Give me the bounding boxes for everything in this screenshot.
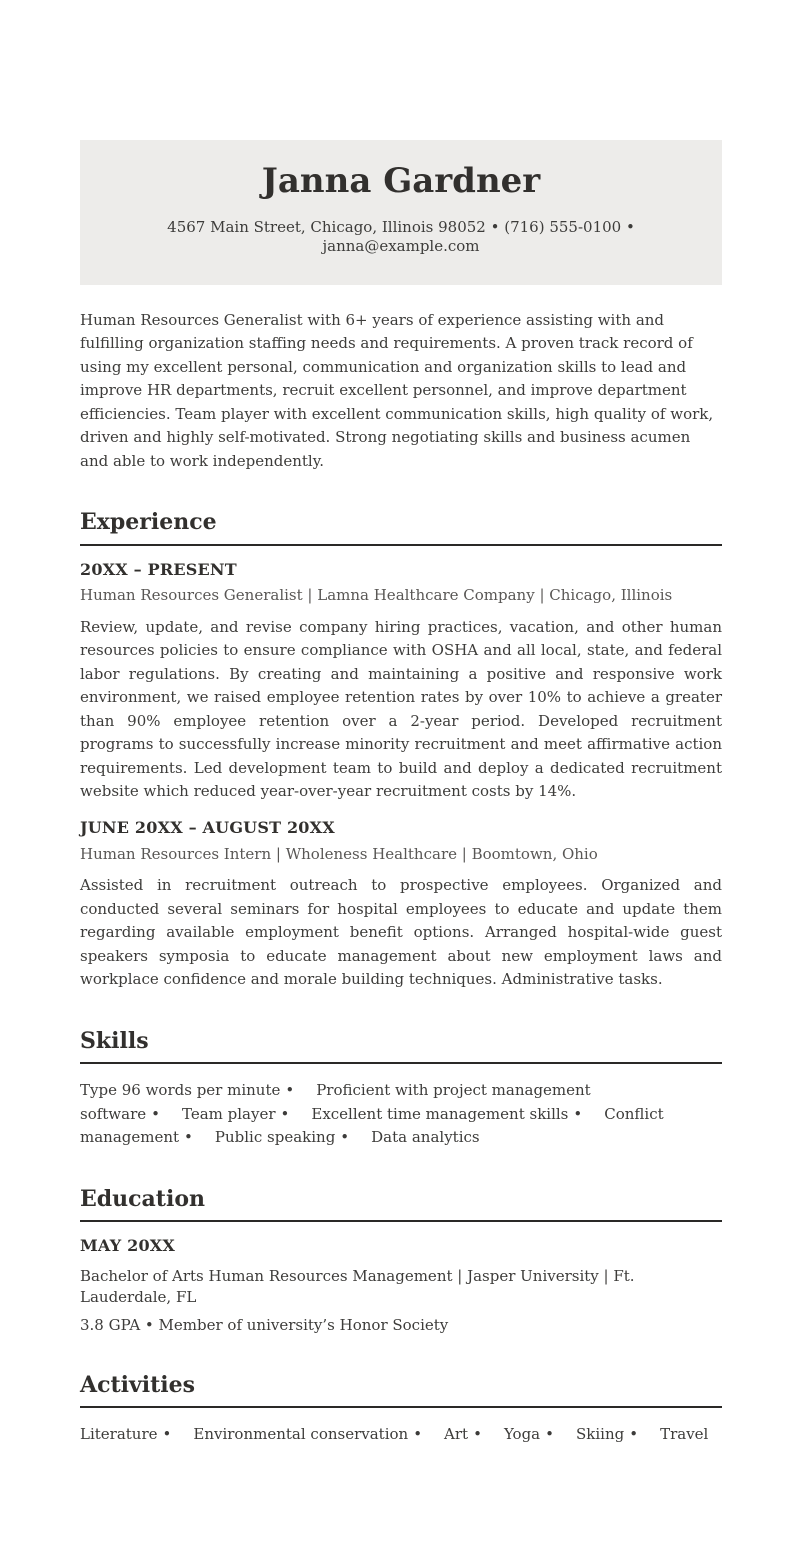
bullet-separator: • — [545, 1425, 554, 1444]
experience-entry — [80, 560, 722, 804]
experience-entries — [80, 560, 722, 992]
activities-section-title: Activities — [80, 1372, 722, 1409]
contact-line: 4567 Main Street, Chicago, Illinois 98052 • (716) 555-0100 • janna@example.com — [167, 217, 635, 255]
bullet-separator: • — [184, 1128, 193, 1147]
section-skills — [80, 1028, 722, 1150]
bullet-separator: • — [285, 1081, 295, 1100]
list-item: Art — [444, 1425, 469, 1444]
bullet-separator: • — [151, 1104, 160, 1123]
list-item: Data analytics — [371, 1128, 480, 1147]
entry-role-line: Human Resources Intern | Wholeness Healthcare | Boomtown, Ohio — [80, 844, 598, 863]
education-details: 3.8 GPA • Member of university’s Honor Society — [80, 1315, 449, 1334]
bullet-separator: • — [473, 1425, 482, 1444]
entry-description: Review, update, and revise company hiring practices, vacation, and other human resources policies to ensure compliance with OSHA and all local, state, and federal labor regulations. By creating and maintaining a positive and responsive work environment, we raised employee retention rates by over 10% to achieve a greater than 90% employee retention over a 2-year period. Developed recruitment programs to successfully increase minority recruitment and meet affirmative action requirements. Led development team to build and deploy a dedicated recruitment website which reduced year-over-year recruitment costs by 14%. — [80, 617, 722, 801]
activities-list — [80, 1423, 722, 1447]
list-item: Proficient with project management software — [80, 1081, 591, 1123]
list-item: Type 96 words per minute — [80, 1081, 281, 1100]
list-item: Team player — [182, 1104, 276, 1123]
list-item: Yoga — [503, 1425, 541, 1444]
list-item: Conflict management — [80, 1104, 664, 1147]
section-activities — [80, 1372, 722, 1447]
list-item: Excellent time management skills — [311, 1104, 569, 1123]
resume-header — [80, 140, 722, 285]
list-item: Literature — [80, 1425, 158, 1444]
bullet-separator: • — [629, 1425, 639, 1444]
skills-section-title: Skills — [80, 1028, 722, 1065]
section-education — [80, 1186, 722, 1336]
list-item: Public speaking — [214, 1128, 336, 1147]
section-experience — [80, 509, 722, 992]
list-item: Travel — [660, 1425, 709, 1444]
education-date: MAY 20XX — [80, 1236, 176, 1256]
bullet-separator: • — [340, 1128, 350, 1147]
list-item: Skiing — [575, 1425, 625, 1444]
list-item: Environmental conservation — [193, 1425, 409, 1444]
education-section-title: Education — [80, 1186, 722, 1223]
entry-role-line: Human Resources Generalist | Lamna Healthcare Company | Chicago, Illinois — [80, 586, 673, 605]
entry-dates: JUNE 20XX – AUGUST 20XX — [80, 817, 335, 837]
entry-dates: 20XX – PRESENT — [80, 559, 237, 579]
bullet-separator: • — [162, 1425, 172, 1444]
summary-paragraph: Human Resources Generalist with 6+ years of experience assisting with and fulfilling organization staffing needs and requirements. A proven track record of using my excellent personal, communication and organization skills to lead and improve HR departments, recruit excellent personnel, and improve department efficiencies. Team player with excellent communication skills, high quality of work, driven and highly self-motivated. Strong negotiating skills and business acumen and able to work independently. — [80, 310, 714, 470]
candidate-name: Janna Gardner — [261, 161, 541, 201]
education-degree-line: Bachelor of Arts Human Resources Management | Jasper University | Ft. Lauderdale, FL — [80, 1266, 635, 1306]
bullet-separator: • — [413, 1425, 423, 1444]
bullet-separator: • — [280, 1104, 290, 1123]
experience-entry — [80, 818, 722, 992]
bullet-separator: • — [573, 1104, 583, 1123]
entry-description: Assisted in recruitment outreach to prospective employees. Organized and conducted several seminars for hospital employees to educate and update them regarding available employment benefit options. Arranged hospital-wide guest speakers symposia to educate management about new employment laws and workplace confidence and morale building techniques. Administrative tasks. — [80, 876, 722, 989]
skills-list — [80, 1079, 722, 1150]
experience-section-title: Experience — [80, 509, 722, 546]
